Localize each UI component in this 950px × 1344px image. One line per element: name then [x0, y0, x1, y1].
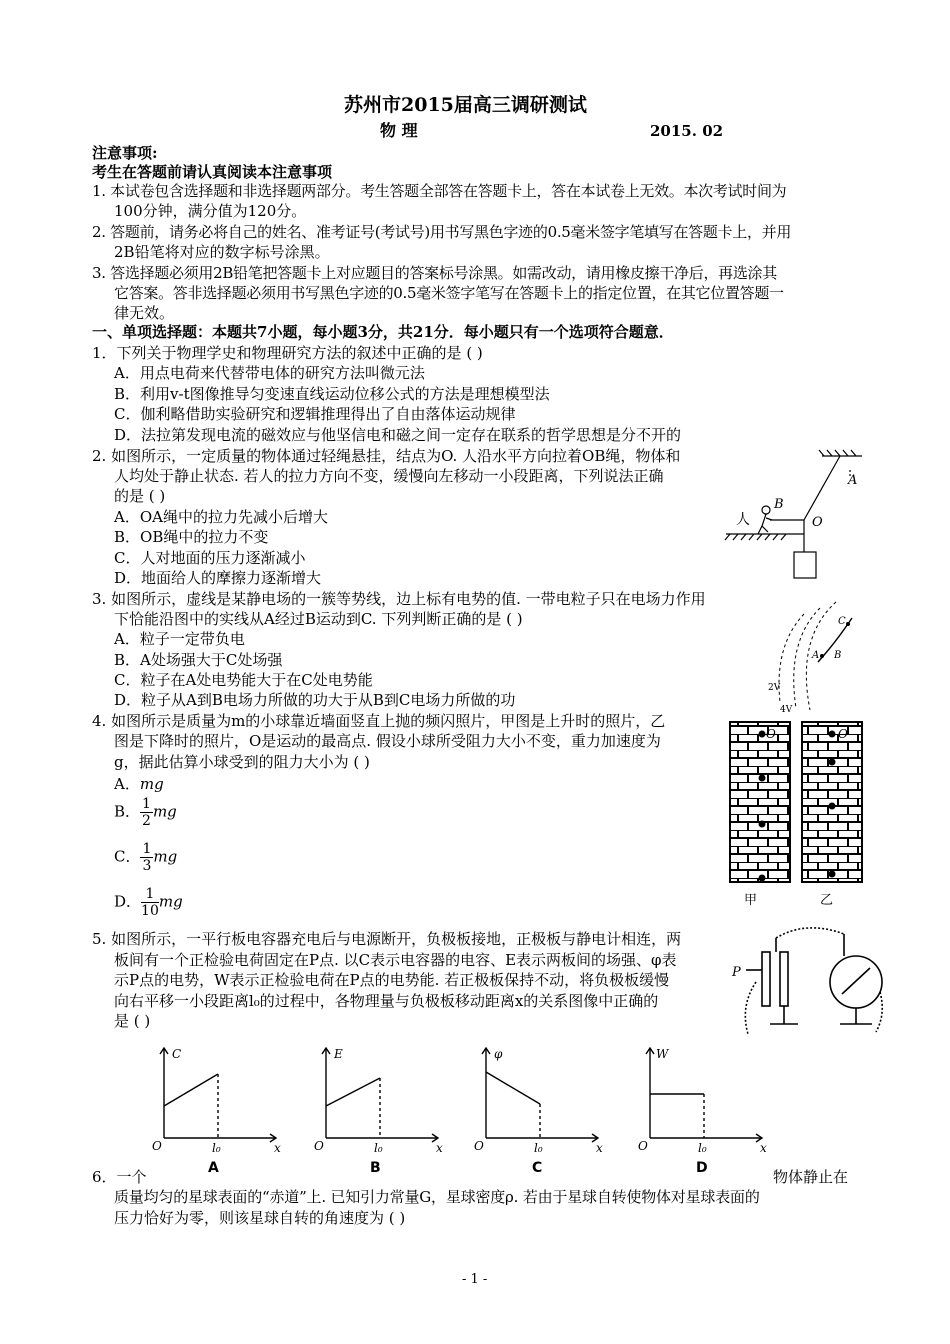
q5-graph-d-ylabel: W	[656, 1047, 669, 1061]
q5-graph-d-tick: l₀	[698, 1141, 707, 1155]
q4-label-o-right: O	[838, 727, 848, 741]
q3-option-c: C．粒子在A处电势能大于在C处电势能	[114, 671, 373, 689]
q5-label-p: P	[732, 965, 741, 980]
notice-item-3-line-3: 律无效。	[114, 304, 175, 322]
subject-label: 物 理	[380, 121, 418, 140]
q5-stem-line-5: 是 ( )	[114, 1012, 151, 1030]
q5-graph-b-tick: l₀	[374, 1141, 383, 1155]
q4-figure	[728, 718, 868, 910]
q5-graph-c-label: C	[532, 1160, 543, 1176]
q5-graph-a-tick: l₀	[212, 1141, 221, 1155]
q5-stem-line-4: 向右平移一小段距离l₀的过程中，各物理量与负极板移动距离x的关系图像中正确的	[114, 992, 659, 1010]
q2-figure	[722, 448, 872, 588]
q5-graph-d-label: D	[696, 1160, 708, 1176]
q4-option-d-num: 1	[141, 886, 159, 903]
q4-option-c-num: 1	[142, 841, 152, 857]
q4-stem-line-2: 图是下降时的照片，O是运动的最高点. 假设小球所受阻力大小不变，重力加速度为	[114, 732, 661, 750]
q2-label-b: B	[774, 497, 784, 512]
q2-label-o: O	[812, 515, 823, 530]
q5-graph-b-label: B	[370, 1160, 381, 1176]
q4-option-d-value: mg	[158, 892, 183, 911]
q5-stem-line-2: 板间有一个正检验电荷固定在P点. 以C表示电容器的电容、E表示两板间的场强、φ表	[114, 951, 677, 969]
q4-option-d-label: D．	[114, 892, 142, 911]
q4-label-yi: 乙	[820, 893, 834, 908]
q3-label-4v: 4V	[780, 705, 793, 715]
q5-graph-b-origin: O	[314, 1139, 324, 1153]
q6-stem-line-3: 压力恰好为零，则该星球自转的角速度为 ( )	[114, 1209, 406, 1227]
q5-graph-c-origin: O	[474, 1139, 484, 1153]
q5-graph-b-xlabel: x	[436, 1141, 443, 1155]
q4-option-a	[114, 773, 164, 794]
notice-item-2-line-2: 2B铅笔将对应的数字标号涂黑。	[114, 243, 330, 261]
q2-option-d: D．地面给人的摩擦力逐渐增大	[114, 569, 322, 587]
q1-option-d: D．法拉第发现电流的磁效应与他坚信电和磁之间一定存在联系的哲学思想是分不开的	[114, 426, 682, 444]
q5-graph-b	[312, 1042, 452, 1174]
q4-stem-line-3: g，据此估算小球受到的阻力大小为 ( )	[114, 753, 370, 771]
q2-label-person: 人	[736, 512, 750, 528]
q5-stem-line-1: 5. 如图所示，一平行板电容器充电后与电源断开，负极板接地，正极板与静电计相连，两	[92, 930, 682, 948]
q4-option-a-label: A．	[114, 775, 140, 793]
q6-stem-start: 6．一个	[92, 1168, 147, 1186]
q4-wall-left	[730, 722, 790, 882]
q3-label-c: C	[838, 616, 846, 627]
q3-label-b: B	[834, 650, 842, 661]
q3-stem-line-1: 3. 如图所示，虚线是某静电场的一簇等势线，边上标有电势的值. 一带电粒子只在电场力作用	[92, 590, 706, 608]
q5-graph-c-xlabel: x	[596, 1141, 603, 1155]
q5-stem-line-3: 示P点的电势，W表示正检验电荷在P点的电势能. 若正极板保持不动，将负极板缓慢	[114, 971, 670, 989]
q4-option-d-den: 10	[141, 903, 159, 919]
q3-option-d: D．粒子从A到B电场力所做的功大于从B到C电场力所做的功	[114, 691, 516, 709]
q6-stem-end: 物体静止在	[773, 1168, 849, 1186]
q2-option-b: B．OB绳中的拉力不变	[114, 528, 269, 546]
q4-option-c-value: mg	[153, 847, 178, 866]
notice-subheading: 考生在答题前请认真阅读本注意事项	[92, 163, 333, 181]
q5-graph-a-label: A	[208, 1160, 219, 1176]
notice-item-1-line-2: 100分钟，满分值为120分。	[114, 202, 307, 220]
q2-stem-line-2: 人均处于静止状态. 若人的拉力方向不变，缓慢向左移动一小段距离，下列说法正确	[114, 467, 664, 485]
q4-option-c	[114, 841, 177, 874]
page-title: 苏州市2015届高三调研测试	[344, 94, 587, 116]
q5-figure	[726, 922, 888, 1046]
q5-graph-d	[636, 1042, 776, 1174]
q4-stem-line-1: 4. 如图所示是质量为m的小球靠近墙面竖直上抛的频闪照片，甲图是上升时的照片，乙	[92, 712, 666, 730]
q4-option-d	[114, 886, 183, 919]
notice-item-3-line-1: 3. 答选择题必须用2B铅笔把答题卡上对应题目的答案标号涂黑。如需改动，请用橡皮擦干净后，再选涂其	[92, 264, 777, 282]
q2-label-a: A	[848, 473, 858, 488]
q4-option-b-label: B．	[114, 802, 141, 821]
q3-label-2v: 2V	[768, 683, 781, 693]
section-heading: 一、单项选择题：本题共7小题，每小题3分，共21分．每小题只有一个选项符合题意．	[92, 323, 674, 341]
q1-stem: 1．下列关于物理学史和物理研究方法的叙述中正确的是 ( )	[92, 344, 483, 362]
notice-heading: 注意事项:	[92, 144, 158, 162]
q4-option-a-value: mg	[139, 775, 164, 793]
q2-stem-line-3: 的是 ( )	[114, 487, 166, 505]
page-number: - 1 -	[462, 1272, 488, 1287]
q2-option-a: A．OA绳中的拉力先减小后增大	[114, 508, 328, 526]
notice-item-1-line-1: 1. 本试卷包含选择题和非选择题两部分。考生答题全部答在答题卡上，答在本试卷上无效。本次考试时间为	[92, 182, 787, 200]
q5-graph-c	[472, 1042, 612, 1174]
q5-graph-d-origin: O	[638, 1139, 648, 1153]
q4-option-c-den: 3	[142, 858, 152, 874]
q4-label-jia: 甲	[744, 893, 758, 908]
q1-option-b: B．利用v-t图像推导匀变速直线运动位移公式的方法是理想模型法	[114, 385, 550, 403]
q4-option-b	[114, 796, 177, 829]
q5-graph-a	[150, 1042, 290, 1174]
q3-option-a: A．粒子一定带负电	[114, 630, 245, 648]
q5-graph-a-origin: O	[152, 1139, 162, 1153]
q1-option-c: C．伽利略借助实验研究和逻辑推理得出了自由落体运动规律	[114, 405, 516, 423]
q1-option-a: A．用点电荷来代替带电体的研究方法叫微元法	[114, 364, 425, 382]
q4-wall-right	[802, 722, 862, 882]
q6-stem-line-2: 质量均匀的星球表面的“赤道”上. 已知引力常量G，星球密度ρ. 若由于星球自转使物体对星球表面的	[114, 1188, 760, 1206]
q4-option-b-den: 2	[142, 813, 151, 829]
q3-option-b: B．A处场强大于C处场强	[114, 651, 283, 669]
q5-graph-a-xlabel: x	[274, 1141, 281, 1155]
q2-stem-line-1: 2. 如图所示，一定质量的物体通过轻绳悬挂，结点为O. 人沿水平方向拉着OB绳，物体和	[92, 447, 681, 465]
q4-option-b-value: mg	[152, 802, 177, 821]
q3-label-a: A	[812, 650, 820, 661]
q2-option-c: C．人对地面的压力逐渐减小	[114, 549, 306, 567]
exam-date: 2015. 02	[650, 122, 724, 140]
q4-option-b-num: 1	[142, 796, 151, 812]
q5-graph-c-tick: l₀	[534, 1141, 543, 1155]
q3-stem-line-2: 下恰能沿图中的实线从A经过B运动到C. 下列判断正确的是 ( )	[114, 610, 523, 628]
q5-graph-d-xlabel: x	[760, 1141, 767, 1155]
q3-figure	[766, 598, 876, 718]
q4-option-c-label: C．	[114, 847, 141, 866]
q4-label-o-left: O	[766, 727, 776, 741]
q5-graph-c-ylabel: φ	[494, 1047, 503, 1061]
notice-item-2-line-1: 2. 答题前，请务必将自己的姓名、准考证号(考试号)用书写黑色字迹的0.5毫米签字笔填写在答题卡上，并用	[92, 223, 792, 241]
notice-item-3-line-2: 它答案。答非选择题必须用书写黑色字迹的0.5毫米签字笔写在答题卡上的指定位置，在其它位置答题一	[114, 284, 784, 302]
q5-graph-b-ylabel: E	[334, 1047, 343, 1061]
q5-graph-a-ylabel: C	[172, 1047, 182, 1061]
